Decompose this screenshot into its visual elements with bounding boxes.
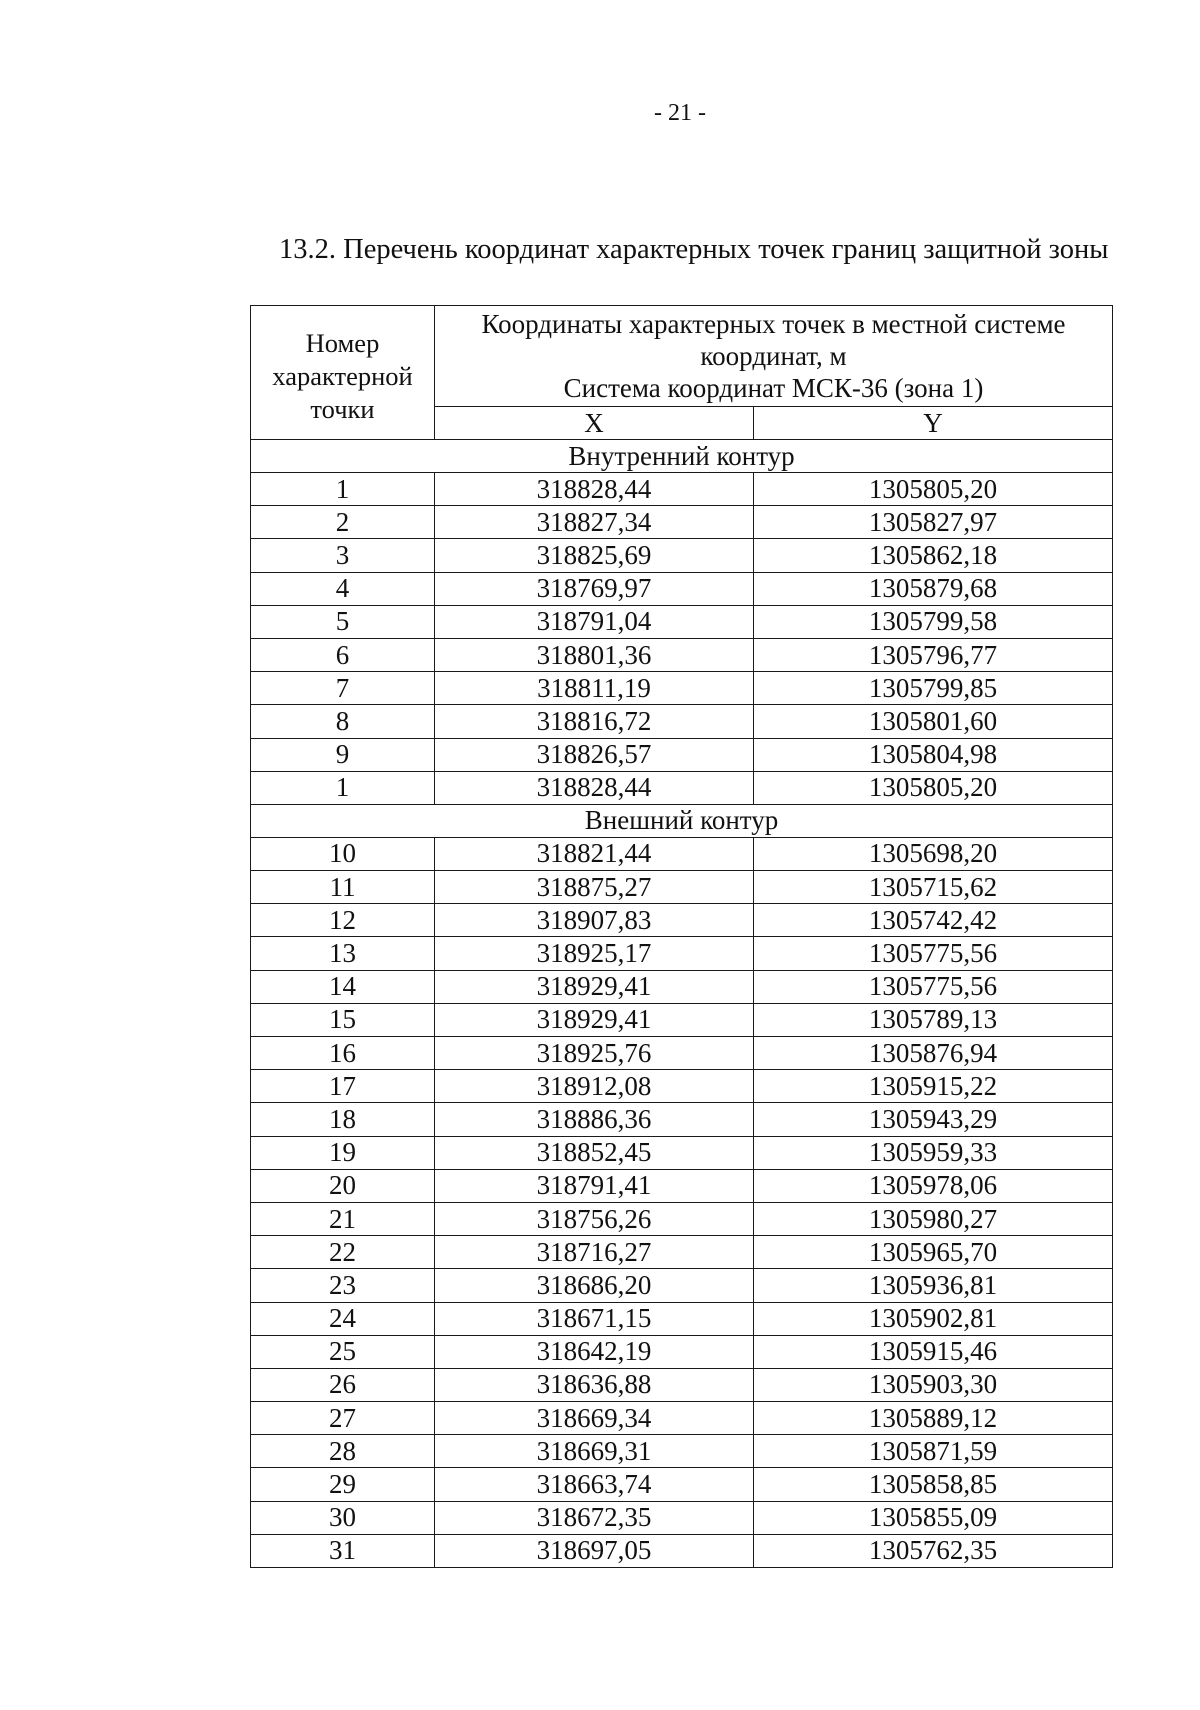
page-number: - 21 - [654,100,706,126]
table-row [251,1136,1113,1169]
x-coordinate-cell: 318929,41 [435,970,754,1003]
point-number-cell: 26 [251,1368,435,1401]
x-coordinate-cell: 318852,45 [435,1136,754,1169]
table-row [251,1103,1113,1136]
section-row [251,440,1113,473]
table-row [251,605,1113,638]
y-coordinate-cell: 1305855,09 [754,1501,1113,1534]
point-number-header-line: Номер [305,328,380,358]
x-coordinate-cell: 318672,35 [435,1501,754,1534]
y-coordinate-cell: 1305903,30 [754,1368,1113,1401]
point-number-header [251,306,435,440]
point-number-cell: 5 [251,605,435,638]
x-coordinate-cell: 318756,26 [435,1202,754,1235]
table-row [251,705,1113,738]
y-coordinate-cell: 1305980,27 [754,1202,1113,1235]
point-number-cell: 2 [251,506,435,539]
x-coordinate-cell: 318697,05 [435,1534,754,1567]
point-number-cell: 7 [251,672,435,705]
table-row [251,1202,1113,1235]
point-number-cell: 29 [251,1468,435,1501]
table-row [251,638,1113,671]
point-number-cell: 9 [251,738,435,771]
y-coordinate-cell: 1305879,68 [754,572,1113,605]
point-number-cell: 10 [251,837,435,870]
point-number-cell: 1 [251,771,435,804]
point-number-cell: 31 [251,1534,435,1567]
x-coordinate-cell: 318925,17 [435,937,754,970]
coordinates-header-line: Координаты характерных точек в местной системе [481,309,1066,339]
table-row [251,1501,1113,1534]
table-row [251,738,1113,771]
y-coordinate-cell: 1305862,18 [754,539,1113,572]
point-number-cell: 13 [251,937,435,970]
x-coordinate-cell: 318636,88 [435,1368,754,1401]
y-coordinate-cell: 1305715,62 [754,871,1113,904]
point-number-cell: 16 [251,1037,435,1070]
x-coordinate-cell: 318811,19 [435,672,754,705]
y-column-header: Y [754,407,1113,440]
x-coordinate-cell: 318821,44 [435,837,754,870]
point-number-cell: 21 [251,1202,435,1235]
y-coordinate-cell: 1305871,59 [754,1435,1113,1468]
point-number-cell: 23 [251,1269,435,1302]
table-row [251,506,1113,539]
table-row [251,1468,1113,1501]
y-coordinate-cell: 1305796,77 [754,638,1113,671]
point-number-cell: 22 [251,1236,435,1269]
point-number-cell: 25 [251,1335,435,1368]
x-coordinate-cell: 318875,27 [435,871,754,904]
table-row [251,473,1113,506]
y-coordinate-cell: 1305799,85 [754,672,1113,705]
x-coordinate-cell: 318671,15 [435,1302,754,1335]
table-row [251,1402,1113,1435]
y-coordinate-cell: 1305804,98 [754,738,1113,771]
x-coordinate-cell: 318716,27 [435,1236,754,1269]
x-coordinate-cell: 318929,41 [435,1003,754,1036]
x-coordinate-cell: 318769,97 [435,572,754,605]
y-coordinate-cell: 1305698,20 [754,837,1113,870]
x-coordinate-cell: 318828,44 [435,771,754,804]
y-coordinate-cell: 1305762,35 [754,1534,1113,1567]
point-number-cell: 1 [251,473,435,506]
point-number-cell: 12 [251,904,435,937]
point-number-cell: 19 [251,1136,435,1169]
y-coordinate-cell: 1305775,56 [754,937,1113,970]
point-number-cell: 27 [251,1402,435,1435]
y-coordinate-cell: 1305827,97 [754,506,1113,539]
point-number-cell: 17 [251,1070,435,1103]
y-coordinate-cell: 1305915,22 [754,1070,1113,1103]
point-number-cell: 28 [251,1435,435,1468]
section-title: Внутренний контур [251,440,1113,473]
y-coordinate-cell: 1305936,81 [754,1269,1113,1302]
table-row [251,970,1113,1003]
x-coordinate-cell: 318686,20 [435,1269,754,1302]
y-coordinate-cell: 1305889,12 [754,1402,1113,1435]
table-row [251,1070,1113,1103]
section-heading: 13.2. Перечень координат характерных точек границ защитной зоны [279,234,1109,265]
point-number-cell: 20 [251,1169,435,1202]
table-row [251,1302,1113,1335]
x-coordinate-cell: 318669,34 [435,1402,754,1435]
point-number-cell: 3 [251,539,435,572]
x-coordinate-cell: 318663,74 [435,1468,754,1501]
x-column-header: X [435,407,754,440]
x-coordinate-cell: 318791,41 [435,1169,754,1202]
point-number-header-line: точки [310,394,375,424]
x-coordinate-cell: 318791,04 [435,605,754,638]
x-coordinate-cell: 318925,76 [435,1037,754,1070]
x-coordinate-cell: 318816,72 [435,705,754,738]
y-coordinate-cell: 1305943,29 [754,1103,1113,1136]
point-number-cell: 14 [251,970,435,1003]
y-coordinate-cell: 1305801,60 [754,705,1113,738]
y-coordinate-cell: 1305775,56 [754,970,1113,1003]
section-row [251,804,1113,837]
table-row [251,1269,1113,1302]
x-coordinate-cell: 318886,36 [435,1103,754,1136]
x-coordinate-cell: 318912,08 [435,1070,754,1103]
point-number-cell: 6 [251,638,435,671]
x-coordinate-cell: 318827,34 [435,506,754,539]
point-number-cell: 30 [251,1501,435,1534]
point-number-cell: 11 [251,871,435,904]
table-row [251,837,1113,870]
y-coordinate-cell: 1305915,46 [754,1335,1113,1368]
y-coordinate-cell: 1305902,81 [754,1302,1113,1335]
y-coordinate-cell: 1305858,85 [754,1468,1113,1501]
table-row [251,1003,1113,1036]
table-row [251,1534,1113,1567]
y-coordinate-cell: 1305799,58 [754,605,1113,638]
table-row [251,1169,1113,1202]
table-row [251,672,1113,705]
y-coordinate-cell: 1305805,20 [754,473,1113,506]
y-coordinate-cell: 1305742,42 [754,904,1113,937]
coordinates-table [250,305,1113,1568]
table-row [251,771,1113,804]
table-row [251,871,1113,904]
y-coordinate-cell: 1305789,13 [754,1003,1113,1036]
table-row [251,1037,1113,1070]
point-number-cell: 15 [251,1003,435,1036]
table-row [251,904,1113,937]
point-number-cell: 24 [251,1302,435,1335]
y-coordinate-cell: 1305978,06 [754,1169,1113,1202]
y-coordinate-cell: 1305805,20 [754,771,1113,804]
x-coordinate-cell: 318826,57 [435,738,754,771]
table-row [251,1435,1113,1468]
x-coordinate-cell: 318828,44 [435,473,754,506]
table-row [251,572,1113,605]
table-row [251,1368,1113,1401]
point-number-cell: 4 [251,572,435,605]
point-number-header-line: характерной [272,361,413,391]
section-title: Внешний контур [251,804,1113,837]
x-coordinate-cell: 318669,31 [435,1435,754,1468]
point-number-cell: 8 [251,705,435,738]
x-coordinate-cell: 318907,83 [435,904,754,937]
x-coordinate-cell: 318825,69 [435,539,754,572]
y-coordinate-cell: 1305876,94 [754,1037,1113,1070]
table-row [251,539,1113,572]
table-row [251,937,1113,970]
y-coordinate-cell: 1305965,70 [754,1236,1113,1269]
x-coordinate-cell: 318642,19 [435,1335,754,1368]
y-coordinate-cell: 1305959,33 [754,1136,1113,1169]
coordinates-header-line: координат, м [700,341,847,371]
coordinates-header [435,306,1113,407]
table-row [251,1335,1113,1368]
coordinates-header-line: Система координат МСК-36 (зона 1) [563,373,984,403]
table-row [251,1236,1113,1269]
table-body [251,440,1113,1568]
point-number-cell: 18 [251,1103,435,1136]
x-coordinate-cell: 318801,36 [435,638,754,671]
